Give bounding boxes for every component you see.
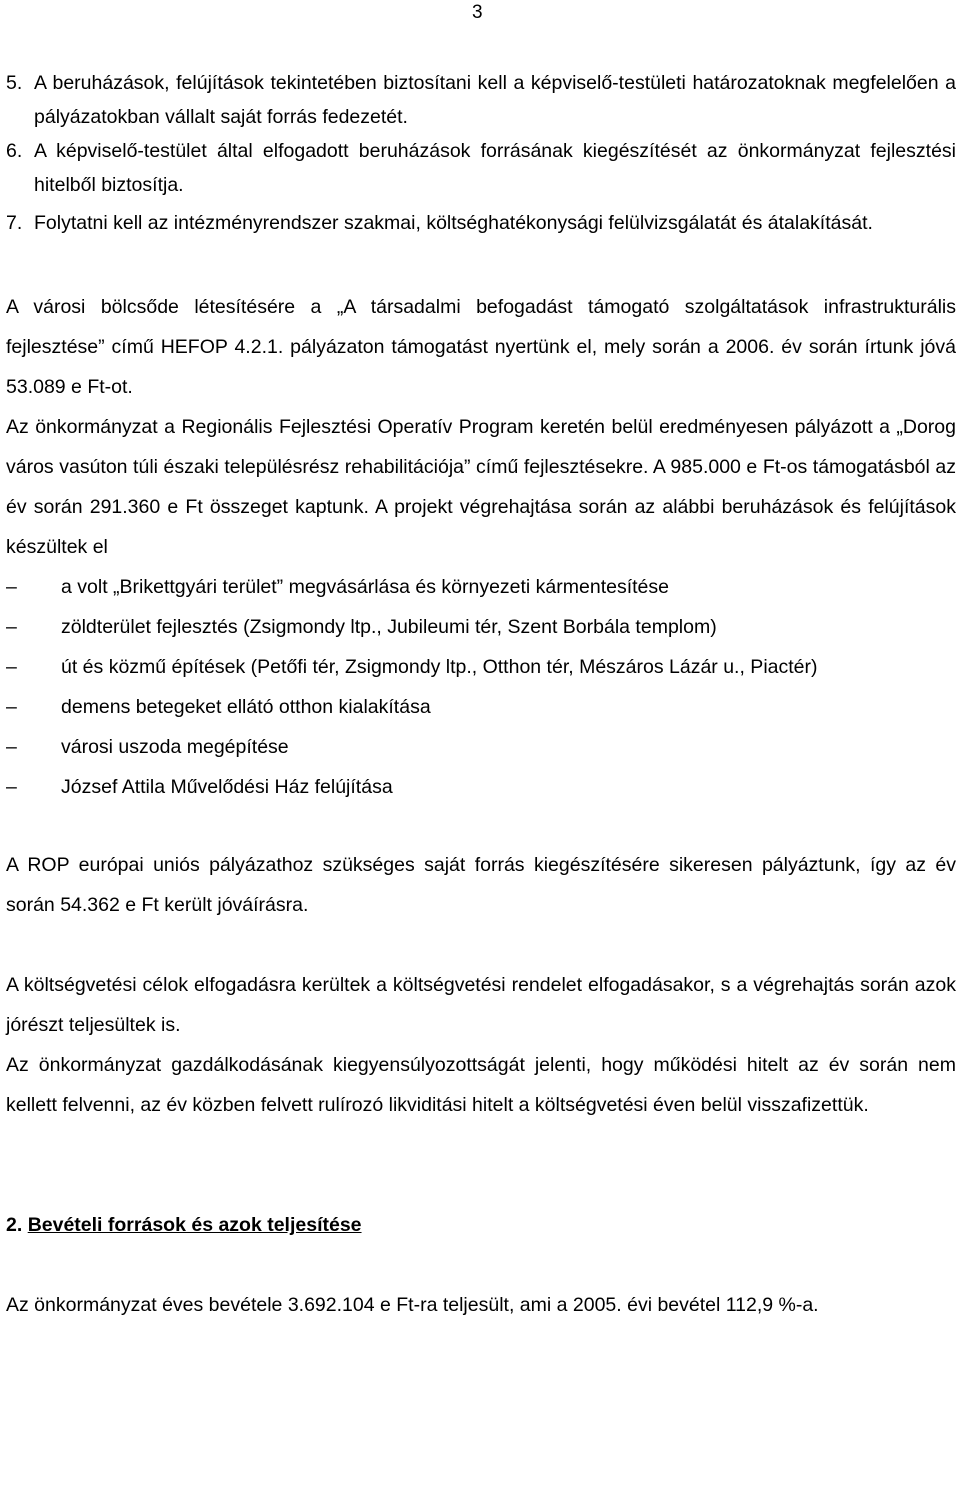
section-heading xyxy=(6,1205,956,1245)
section-title: Bevételi források és azok teljesítése xyxy=(27,1214,362,1236)
item-number: 6. xyxy=(6,140,23,162)
item-text: A képviselő-testület által elfogadott beruházások forrásának kiegészítését az önkormányzat fejlesztési hitelből biztosítja. xyxy=(34,140,956,196)
item-text: út és közmű építések (Petőfi tér, Zsigmondy ltp., Otthon tér, Mészáros Lázár u., Piactér) xyxy=(61,656,818,678)
item-text: városi uszoda megépítése xyxy=(61,736,289,758)
item-text: zöldterület fejlesztés (Zsigmondy ltp., Jubileumi tér, Szent Borbála templom) xyxy=(61,616,717,638)
dash-bullet: – xyxy=(6,696,17,718)
paragraph-bolcsode: A városi bölcsőde létesítésére a „A társadalmi befogadást támogató szolgáltatások infrastrukturális fejlesztése” című HEFOP 4.2.1. pályázaton támogatást nyertünk el, mely során a 2006. év során írtunk jóvá 53.089 e Ft-ot. xyxy=(6,296,956,398)
paragraph-rop: Az önkormányzat a Regionális Fejlesztési Operatív Program keretén belül eredményesen pályázott a „Dorog város vasúton túli északi településrész rehabilitációja” című fejlesztésekre. A 985.000 e Ft-os támogatásból az év során 291.360 e Ft összeget kaptunk. A projekt végrehajtása során az alábbi beruházások és felújítások készültek el xyxy=(6,416,956,558)
list-item xyxy=(6,134,956,202)
dash-bullet: – xyxy=(6,616,17,638)
document-body xyxy=(6,66,956,1325)
dash-bullet: – xyxy=(6,776,17,798)
page-number: 3 xyxy=(472,2,483,23)
item-text: a volt „Brikettgyári terület” megvásárlása és környezeti kármentesítése xyxy=(61,576,669,598)
item-number: 5. xyxy=(6,72,23,94)
item-text: demens betegeket ellátó otthon kialakítása xyxy=(61,696,431,718)
dash-bullet: – xyxy=(6,656,17,678)
paragraph-sajat-forras: A ROP európai uniós pályázathoz szükséges saját forrás kiegészítésére sikeresen pályáztunk, így az év során 54.362 e Ft került jóváírásra. xyxy=(6,854,956,916)
item-text: Folytatni kell az intézményrendszer szakmai, költséghatékonysági felülvizsgálatát és átalakítását. xyxy=(34,212,873,234)
list-item xyxy=(6,66,956,134)
dash-bullet: – xyxy=(6,736,17,758)
numbered-list xyxy=(6,66,956,245)
list-item xyxy=(6,202,956,245)
list-item xyxy=(6,647,956,687)
item-number: 7. xyxy=(6,212,23,234)
paragraph-bevetel: Az önkormányzat éves bevétele 3.692.104 e Ft-ra teljesült, ami a 2005. évi bevétel 112,9 %-a. xyxy=(6,1294,819,1316)
paragraph-koltsegvetesi: A költségvetési célok elfogadásra kerültek a költségvetési rendelet elfogadásakor, s a végrehajtás során azok jórészt teljesültek is. xyxy=(6,974,956,1036)
section-number: 2. xyxy=(6,1214,23,1236)
list-item xyxy=(6,767,956,807)
item-text: A beruházások, felújítások tekintetében biztosítani kell a képviselő-testületi határozatoknak megfelelően a pályázatokban vállalt saját forrás fedezetét. xyxy=(34,72,956,128)
item-text: József Attila Művelődési Ház felújítása xyxy=(61,776,393,798)
list-item xyxy=(6,727,956,767)
paragraph-gazdalkodas: Az önkormányzat gazdálkodásának kiegyensúlyozottságát jelenti, hogy működési hitelt az év során nem kellett felvenni, az év közben felvett rulírozó likviditási hitelt a költségvetési éven belül visszafizettük. xyxy=(6,1054,956,1116)
dash-bullet: – xyxy=(6,576,17,598)
dash-list xyxy=(6,567,956,807)
list-item xyxy=(6,687,956,727)
list-item xyxy=(6,567,956,607)
list-item xyxy=(6,607,956,647)
